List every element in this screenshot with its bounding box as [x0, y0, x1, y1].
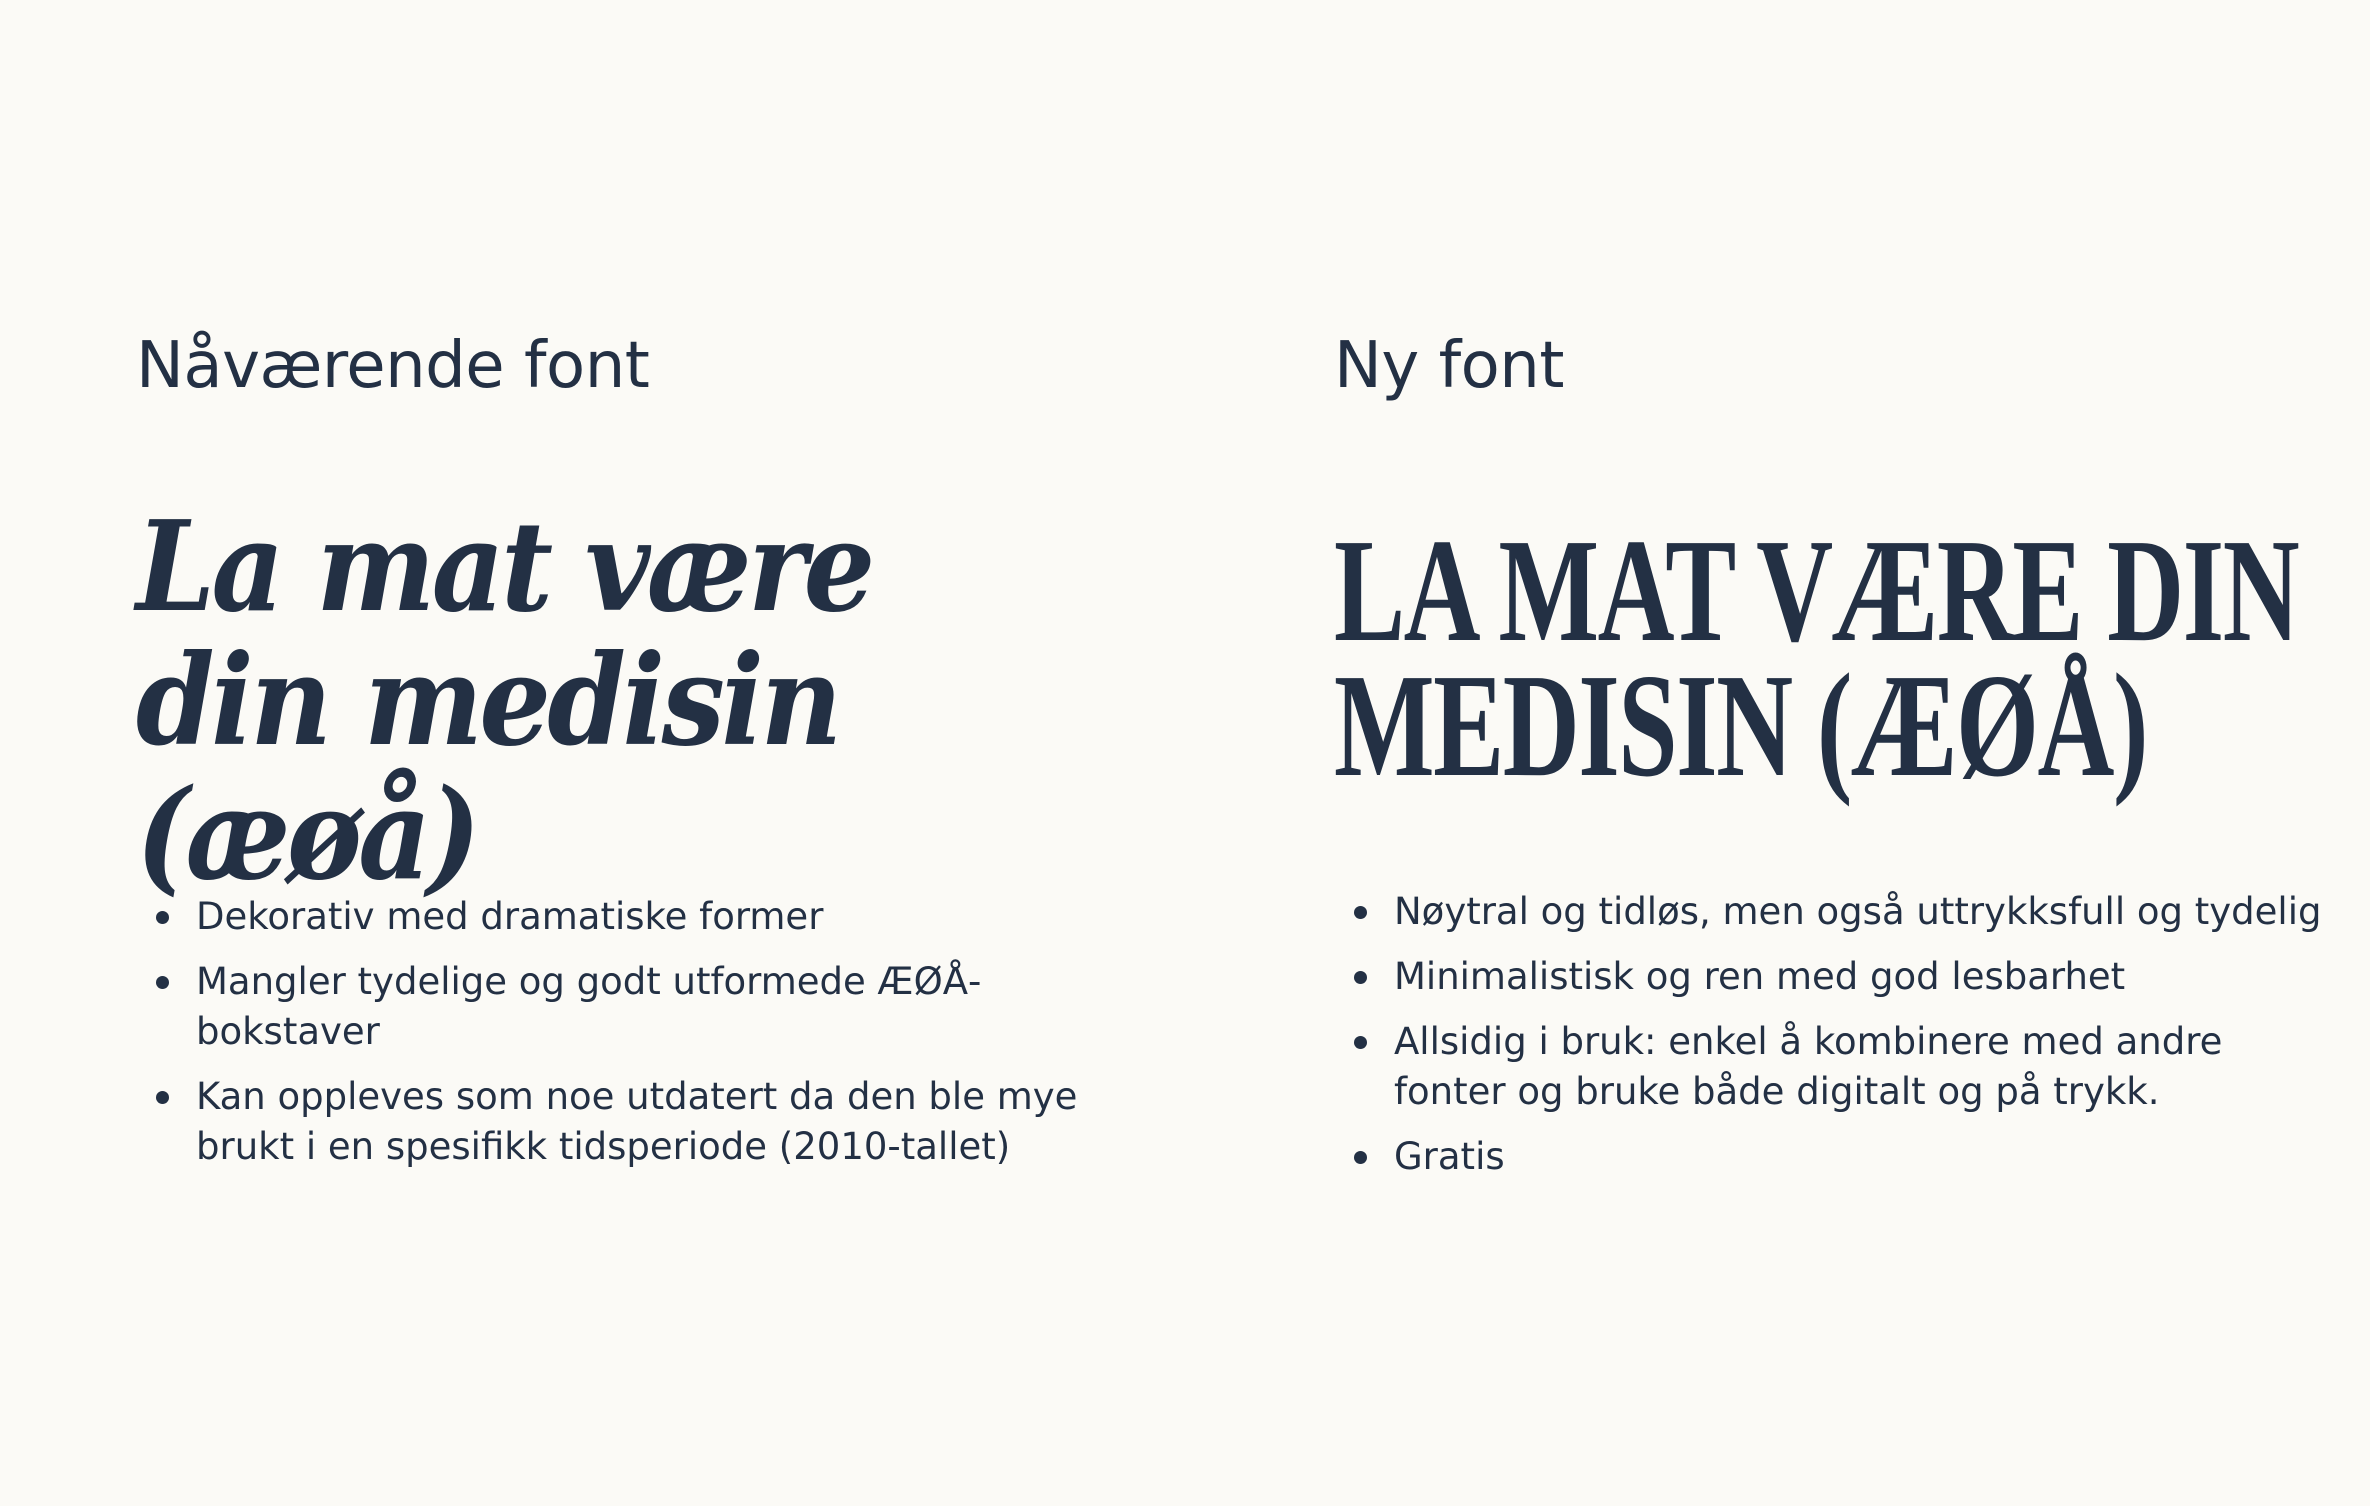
list-item-text: Nøytral og tidløs, men også uttrykksfull og tydelig — [1394, 890, 2322, 933]
current-font-label: Nåværende font — [136, 329, 650, 403]
bullet-icon — [1354, 1151, 1367, 1164]
list-item — [136, 957, 1096, 1057]
bullet-icon — [1354, 906, 1367, 919]
list-item — [136, 1072, 1096, 1172]
new-font-label: Ny font — [1334, 329, 1564, 403]
bullet-icon — [156, 911, 169, 924]
list-item-text: Gratis — [1394, 1135, 1505, 1178]
list-item — [136, 892, 1096, 942]
bullet-icon — [1354, 971, 1367, 984]
bullet-icon — [156, 1091, 169, 1104]
list-item — [1334, 887, 2334, 937]
new-font-sample-line2: MEDISIN (ÆØÅ) — [1334, 644, 2148, 808]
list-item-text: Kan oppleves som noe utdatert da den ble mye brukt i en spesifikk tidsperiode (2010-tallet) — [196, 1075, 1078, 1168]
bullet-icon — [1354, 1036, 1367, 1049]
new-font-sample — [1334, 509, 2299, 808]
list-item-text: Dekorativ med dramatiske former — [196, 895, 824, 938]
list-item-text: Mangler tydelige og godt utformede ÆØÅ-bokstaver — [196, 960, 982, 1053]
current-font-sample: La mat være din medisin (æøå) — [136, 494, 872, 908]
new-font-points — [1334, 887, 2334, 1197]
new-font-sample-line1: LA MAT VÆRE DIN — [1334, 509, 2299, 673]
bullet-icon — [156, 976, 169, 989]
list-item — [1334, 1017, 2334, 1117]
list-item-text: Allsidig i bruk: enkel å kombinere med andre fonter og bruke både digitalt og på trykk. — [1394, 1020, 2223, 1113]
list-item — [1334, 952, 2334, 1002]
current-font-points — [136, 892, 1096, 1187]
list-item-text: Minimalistisk og ren med god lesbarhet — [1394, 955, 2126, 998]
list-item — [1334, 1132, 2334, 1182]
